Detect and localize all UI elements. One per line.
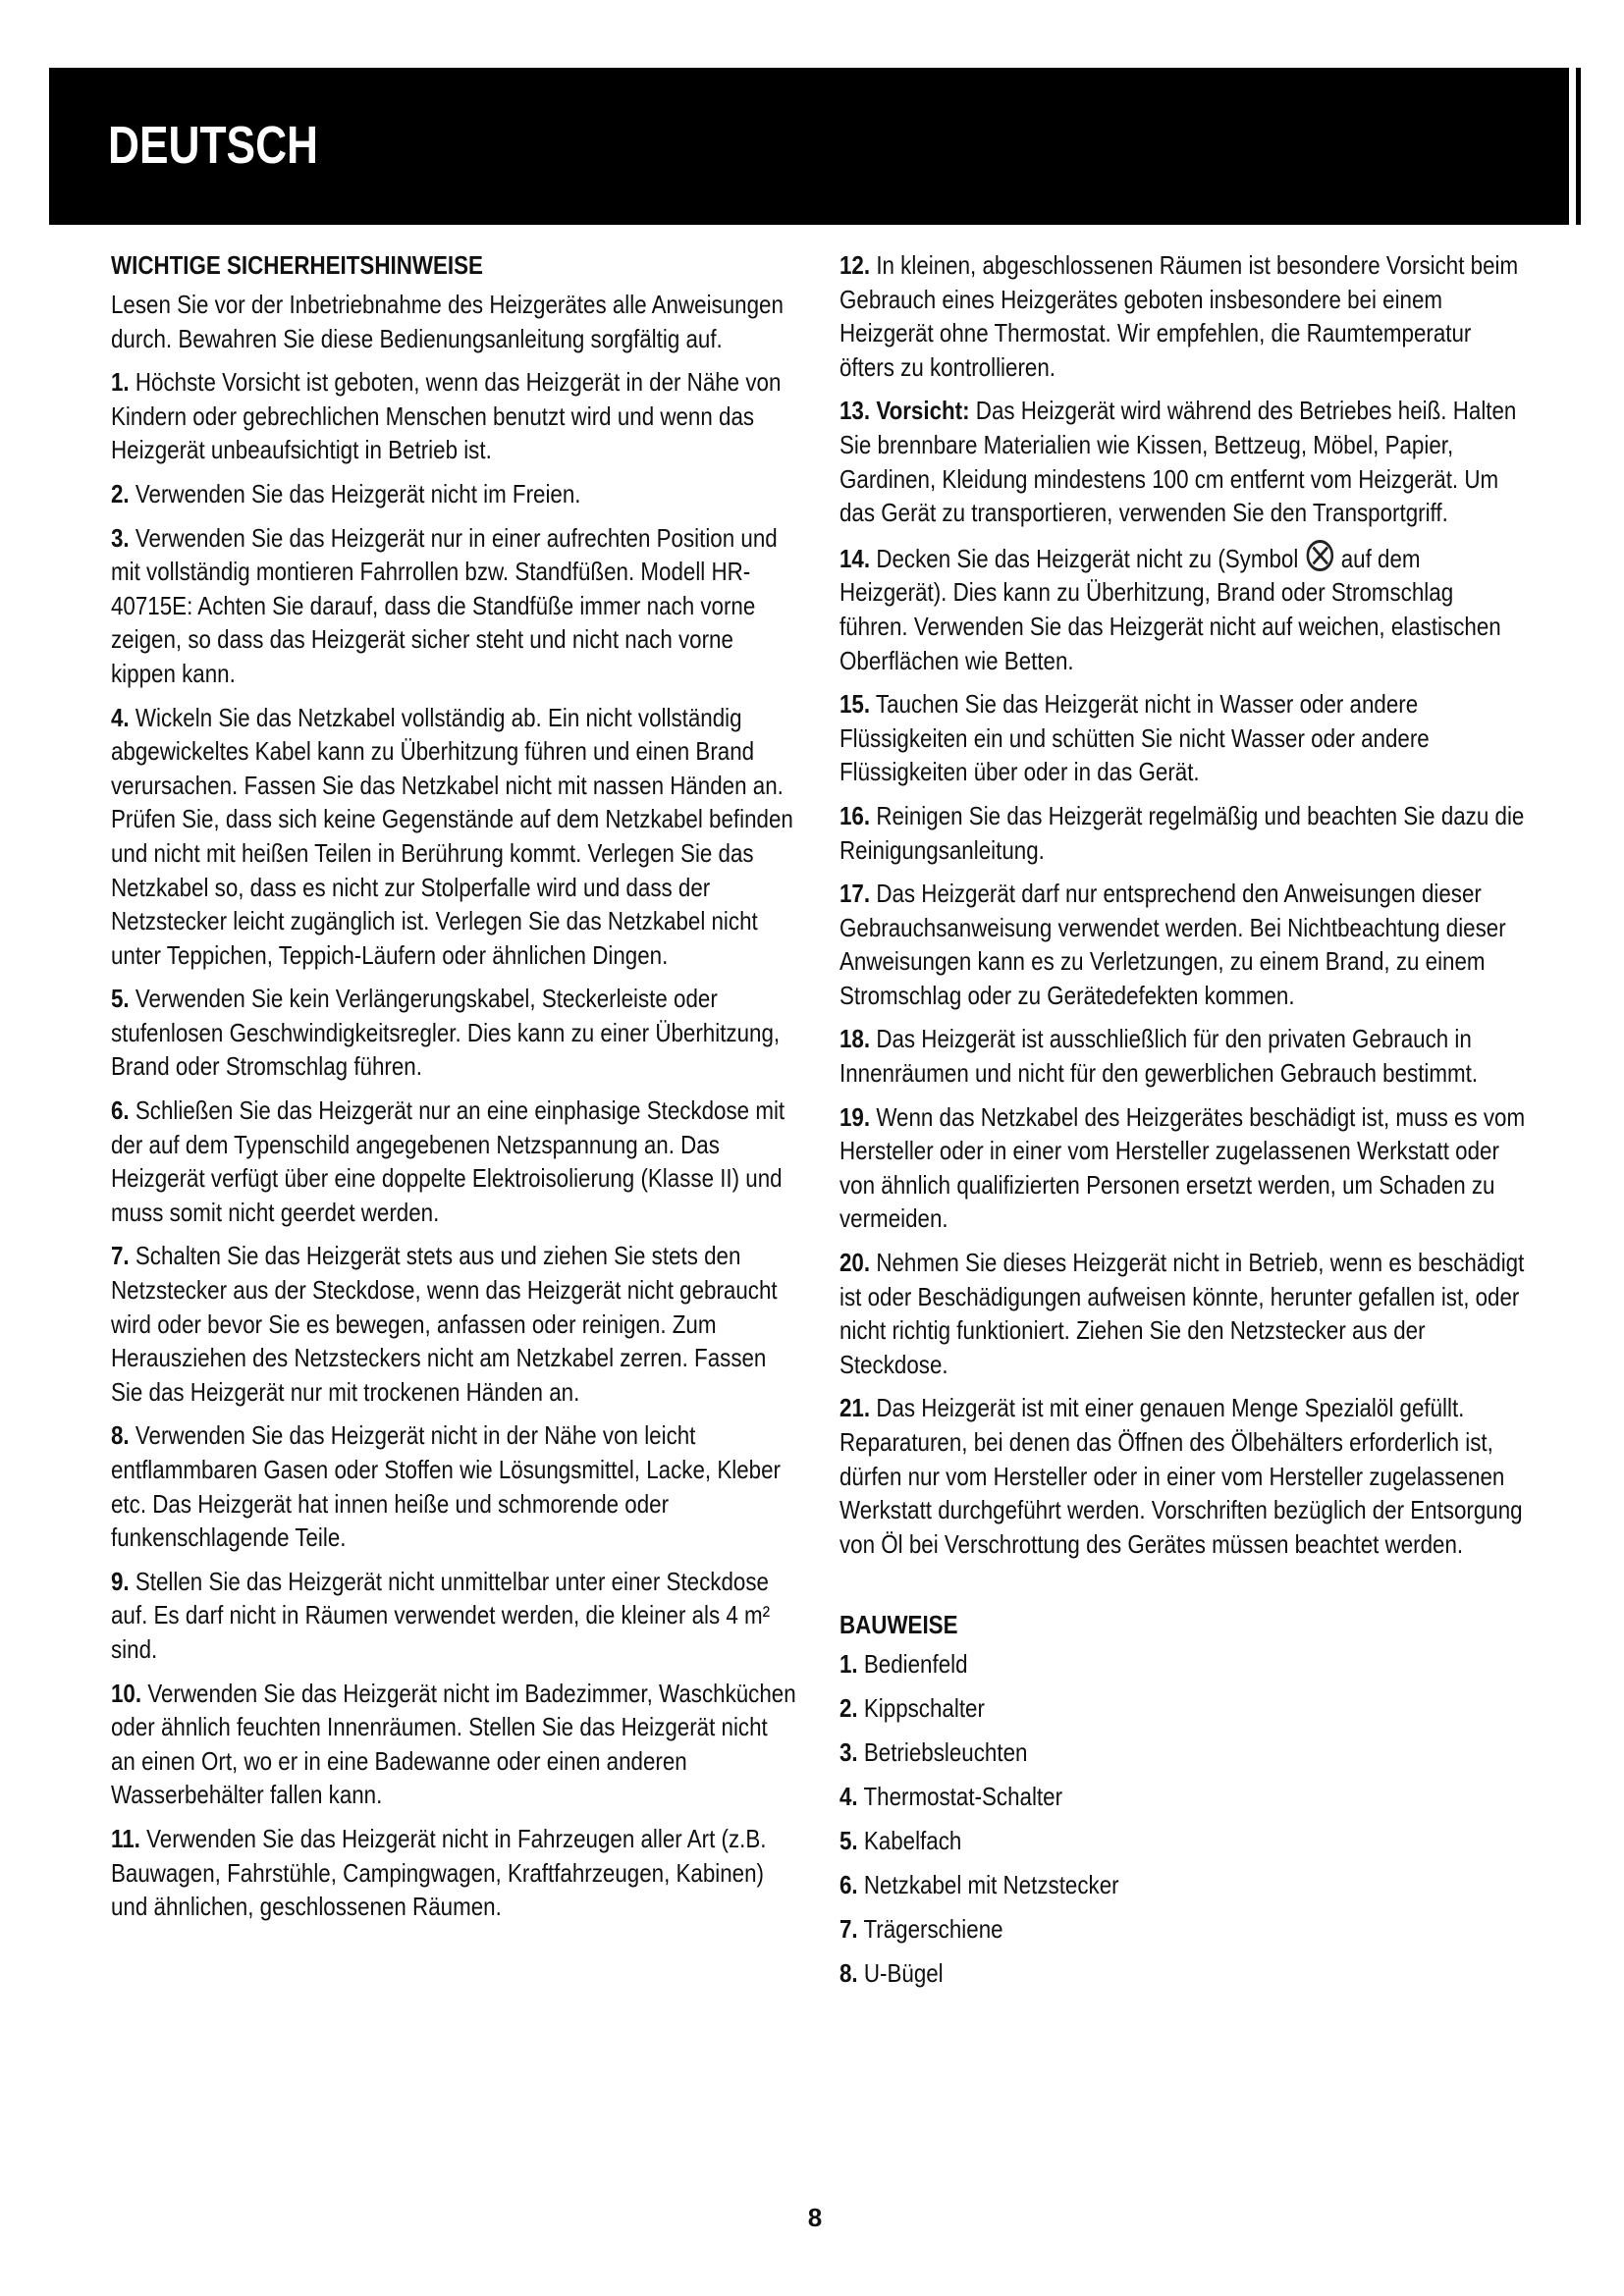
item-text: Das Heizgerät wird während des Betriebes heiß. Halten Sie brennbare Materialien wie Kissen, Bettzeug, Möbel, Papier, Gardinen, Kleidung mindestens 100 cm entfernt vom Heizgerät. Um das Gerät zu transportieren, verwenden Sie den Transportgriff.	[839, 396, 1517, 528]
construction-item-5	[839, 1824, 1525, 1857]
item-text: Schließen Sie das Heizgerät nur an eine einphasige Steckdose mit der auf dem Typenschild angegebenen Netzspannung an. Das Heizgerät verfügt über eine doppelte Elektroisolierung (Klasse II) und muss somit nicht geerdet werden.	[111, 1095, 785, 1227]
item-text-after: auf dem Heizgerät). Dies kann zu Überhitzung, Brand oder Stromschlag führen. Verwenden Sie das Heizgerät nicht auf weichen, elastischen Oberflächen wie Betten.	[839, 543, 1501, 675]
item-number: 15.	[839, 689, 871, 720]
item-text: Verwenden Sie das Heizgerät nicht in der Nähe von leicht entflammbaren Gasen oder Stoffen wie Lösungsmittel, Lacke, Kleber etc. Das Heizgerät hat innen heiße und schmorende oder funkenschlagende Teile.	[111, 1420, 781, 1553]
safety-item-6	[111, 1094, 796, 1229]
page-title: DEUTSCH	[108, 116, 319, 175]
item-number: 9.	[111, 1566, 130, 1596]
construction-item-6	[839, 1868, 1525, 1901]
item-number: 3.	[111, 522, 130, 553]
item-text: Verwenden Sie das Heizgerät nur in einer aufrechten Position und mit vollständig montieren Fahrrollen bzw. Standfüßen. Modell HR-40715E: Achten Sie darauf, dass die Standfüße immer nach vorne zeigen, so dass das Heizgerät sicher steht und nicht nach vorne kippen kann.	[111, 522, 778, 688]
item-number: 14.	[839, 543, 871, 573]
item-text: In kleinen, abgeschlossenen Räumen ist besondere Vorsicht beim Gebrauch eines Heizgerätes geboten insbesondere bei einem Heizgerät ohne Thermostat. Wir empfehlen, die Raumtemperatur öfters zu kontrollieren.	[839, 250, 1519, 382]
item-number: 6.	[839, 1870, 858, 1900]
item-number: 10.	[111, 1678, 142, 1708]
item-number: 3.	[839, 1737, 858, 1768]
safety-item-18	[839, 1022, 1525, 1090]
safety-item-11	[111, 1822, 796, 1924]
safety-item-12	[839, 248, 1525, 384]
item-text-before: Decken Sie das Heizgerät nicht zu (Symbol	[876, 543, 1299, 573]
left-column	[111, 248, 798, 1934]
item-number: 18.	[839, 1024, 871, 1054]
item-text: Tauchen Sie das Heizgerät nicht in Wasser oder andere Flüssigkeiten ein und schütten Sie nicht Wasser oder andere Flüssigkeiten über oder in das Gerät.	[839, 689, 1430, 787]
item-text: Trägerschiene	[863, 1914, 1003, 1945]
item-text: Netzkabel mit Netzstecker	[863, 1870, 1119, 1900]
item-text: Reinigen Sie das Heizgerät regelmäßig und beachten Sie dazu die Reinigungsanleitung.	[839, 800, 1525, 865]
item-text: Verwenden Sie das Heizgerät nicht im Badezimmer, Waschküchen oder ähnlich feuchten Innenräumen. Stellen Sie das Heizgerät nicht an einen Ort, wo er in eine Badewanne oder einen anderen Wasserbehälter fallen kann.	[111, 1678, 796, 1810]
safety-item-19	[839, 1100, 1525, 1236]
item-number: 7.	[839, 1914, 858, 1945]
item-number: 8.	[111, 1420, 130, 1451]
item-number: 5.	[111, 984, 130, 1014]
item-text: Das Heizgerät ist mit einer genauen Menge Spezialöl gefüllt. Reparaturen, bei denen das Öffnen des Ölbehälters erforderlich ist, dürfen nur vom Hersteller oder in einer vom Hersteller zugelassenen Werkstatt durchgeführt werden. Vorschriften bezüglich der Entsorgung von Öl bei Verschrottung des Gerätes müssen beachtet werden.	[839, 1393, 1523, 1559]
safety-item-10	[111, 1677, 796, 1812]
safety-heading: WICHTIGE SICHERHEITSHINWEISE	[111, 250, 483, 280]
safety-item-7	[111, 1239, 796, 1409]
caution-label: Vorsicht:	[876, 396, 970, 426]
safety-item-13	[839, 394, 1525, 529]
item-number: 16.	[839, 800, 871, 830]
header-edge-line	[1576, 68, 1581, 225]
construction-heading: BAUWEISE	[839, 1610, 958, 1640]
header-bar	[49, 68, 1569, 225]
construction-item-7	[839, 1912, 1525, 1946]
safety-item-14	[839, 540, 1525, 677]
item-text: Wickeln Sie das Netzkabel vollständig ab. Ein nicht vollständig abgewickeltes Kabel kann zu Überhitzung führen und einen Brand verursachen. Fassen Sie das Netzkabel nicht mit nassen Händen an. Prüfen Sie, dass sich keine Gegenstände auf dem Netzkabel befinden und nicht mit heißen Teilen in Berührung kommt. Verlegen Sie das Netzkabel so, dass es nicht zur Stolperfalle wird und dass der Netzstecker leicht zugänglich ist. Verlegen Sie das Netzkabel nicht unter Teppichen, Teppich-Läufern oder ähnlichen Dingen.	[111, 702, 793, 970]
safety-item-21	[839, 1391, 1525, 1561]
safety-item-8	[111, 1418, 796, 1554]
construction-item-1	[839, 1647, 1525, 1681]
section-spacer	[839, 1571, 1525, 1608]
item-text: Wenn das Netzkabel des Heizgerätes beschädigt ist, muss es vom Hersteller oder in einer vom Hersteller zugelassenen Werkstatt oder von ähnlich qualifizierten Personen ersetzt werden, um Schaden zu vermeiden.	[839, 1101, 1526, 1234]
item-text: Verwenden Sie das Heizgerät nicht in Fahrzeugen aller Art (z.B. Bauwagen, Fahrstühle, Campingwagen, Kraftfahrzeugen, Kabinen) und ähnlichen, geschlossenen Räumen.	[111, 1823, 767, 1922]
do-not-cover-icon	[1306, 540, 1333, 571]
item-number: 7.	[111, 1241, 130, 1271]
item-text: Betriebsleuchten	[863, 1737, 1028, 1768]
item-text: Bedienfeld	[863, 1649, 968, 1680]
page-number: 8	[807, 2203, 823, 2232]
item-text: Verwenden Sie das Heizgerät nicht im Freien.	[135, 478, 581, 508]
safety-item-2	[111, 477, 796, 511]
construction-item-4	[839, 1780, 1525, 1813]
item-text: Kippschalter	[863, 1693, 985, 1724]
item-number: 21.	[839, 1393, 871, 1423]
construction-item-3	[839, 1735, 1525, 1769]
item-number: 2.	[839, 1693, 858, 1724]
item-number: 12.	[839, 250, 871, 280]
item-number: 2.	[111, 478, 130, 508]
item-number: 17.	[839, 879, 871, 909]
item-text: U-Bügel	[863, 1958, 944, 1989]
right-column	[839, 248, 1527, 2001]
item-number: 6.	[111, 1095, 130, 1126]
item-text: Kabelfach	[863, 1826, 962, 1856]
safety-item-3	[111, 521, 796, 691]
item-number: 8.	[839, 1958, 858, 1989]
item-number: 4.	[839, 1782, 858, 1812]
item-number: 13.	[839, 396, 871, 426]
construction-item-8	[839, 1956, 1525, 1990]
item-text: Das Heizgerät darf nur entsprechend den Anweisungen dieser Gebrauchsanweisung verwendet werden. Bei Nichtbeachtung dieser Anweisungen kann es zu Verletzungen, zu einem Brand, zu einem Stromschlag oder zu Gerätedefekten kommen.	[839, 879, 1506, 1010]
item-number: 1.	[111, 367, 130, 398]
safety-item-9	[111, 1565, 796, 1667]
safety-item-4	[111, 701, 796, 973]
item-text: Verwenden Sie kein Verlängerungskabel, Steckerleiste oder stufenlosen Geschwindigkeitsregler. Dies kann zu einer Überhitzung, Brand oder Stromschlag führen.	[111, 984, 781, 1082]
item-text: Höchste Vorsicht ist geboten, wenn das Heizgerät in der Nähe von Kindern oder gebrechlichen Menschen benutzt wird und wenn das Heizgerät unbeaufsichtigt in Betrieb ist.	[111, 367, 782, 465]
item-number: 5.	[839, 1826, 858, 1856]
safety-item-5	[111, 982, 796, 1084]
safety-item-20	[839, 1246, 1525, 1381]
safety-item-15	[839, 687, 1525, 789]
item-text: Schalten Sie das Heizgerät stets aus und ziehen Sie stets den Netzstecker aus der Steckdose, wenn das Heizgerät nicht gebraucht wird oder bevor Sie es bewegen, anfassen oder reinigen. Zum Herausziehen des Netzsteckers nicht am Netzkabel zerren. Fassen Sie das Heizgerät nur mit trockenen Händen an.	[111, 1241, 778, 1407]
item-text: Thermostat-Schalter	[863, 1782, 1063, 1812]
item-number: 11.	[111, 1823, 140, 1853]
item-text: Nehmen Sie dieses Heizgerät nicht in Betrieb, wenn es beschädigt ist oder Beschädigungen aufweisen könnte, herunter gefallen ist, oder nicht richtig funktioniert. Ziehen Sie den Netzstecker aus der Steckdose.	[839, 1248, 1525, 1379]
item-number: 1.	[839, 1649, 858, 1680]
item-number: 20.	[839, 1248, 871, 1278]
construction-item-2	[839, 1691, 1525, 1725]
safety-item-17	[839, 877, 1525, 1012]
item-text: Stellen Sie das Heizgerät nicht unmittelbar unter einer Steckdose auf. Es darf nicht in Räumen verwendet werden, die kleiner als 4 m² sind.	[111, 1566, 771, 1664]
safety-intro: Lesen Sie vor der Inbetriebnahme des Heizgerätes alle Anweisungen durch. Bewahren Sie diese Bedienungsanleitung sorgfältig auf.	[111, 290, 784, 353]
safety-item-1	[111, 365, 796, 467]
item-number: 19.	[839, 1101, 871, 1132]
safety-item-16	[839, 799, 1525, 867]
item-number: 4.	[111, 702, 130, 732]
item-text: Das Heizgerät ist ausschließlich für den privaten Gebrauch in Innenräumen und nicht für den gewerblichen Gebrauch bestimmt.	[839, 1024, 1479, 1089]
